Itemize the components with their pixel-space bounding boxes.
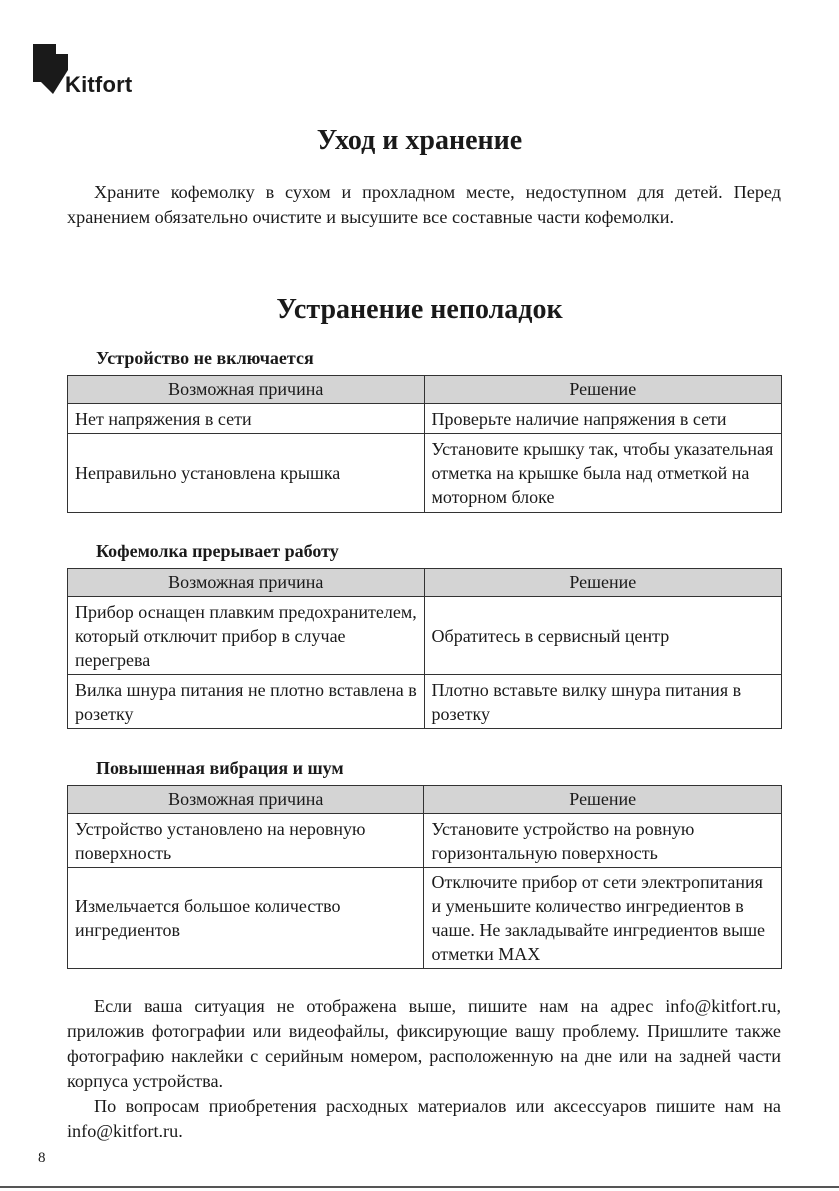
- cell-solution: Установите крышку так, чтобы указательная отметка на крышке была над отметкой на моторном блоке: [424, 434, 782, 513]
- cell-solution: Обратитесь в сервисный центр: [424, 597, 781, 675]
- table-row: [68, 814, 782, 868]
- bottom-divider: [0, 1186, 839, 1188]
- table-no-power: [67, 375, 782, 513]
- contact-paragraph-1: [67, 994, 781, 1094]
- table-header-row: [68, 786, 782, 814]
- section-heading-vibration: Повышенная вибрация и шум: [96, 758, 344, 778]
- cell-solution: Отключите прибор от сети электропитания и уменьшите количество ингредиентов в чаше. Не закладывайте ингредиентов выше отметки MAX: [424, 868, 782, 969]
- page-number: 8: [38, 1150, 46, 1166]
- header-cause: Возможная причина: [68, 569, 425, 597]
- cell-solution: Плотно вставьте вилку шнура питания в розетку: [424, 675, 781, 729]
- section-heading-stops: Кофемолка прерывает работу: [96, 541, 339, 561]
- table-row: [68, 597, 782, 675]
- brand-name: Kitfort: [65, 72, 133, 97]
- contact-paragraph-2: [67, 1094, 781, 1144]
- troubleshooting-title: Устранение неполадок: [276, 294, 563, 325]
- cell-solution: Установите устройство на ровную горизонтальную поверхность: [424, 814, 782, 868]
- cell-cause: Устройство установлено на неровную поверхность: [68, 814, 424, 868]
- table-row: [68, 675, 782, 729]
- cell-cause: Вилка шнура питания не плотно вставлена в розетку: [68, 675, 425, 729]
- table-row: [68, 434, 782, 513]
- cell-solution: Проверьте наличие напряжения в сети: [424, 404, 782, 434]
- cell-cause: Нет напряжения в сети: [68, 404, 425, 434]
- header-cause: Возможная причина: [68, 786, 424, 814]
- table-vibration: [67, 785, 782, 969]
- contact-text-1: Если ваша ситуация не отображена выше, пишите нам на адрес info@kitfort.ru, приложив фотографии или видеофайлы, фиксирующие вашу проблему. Пришлите также фотографию наклейки с серийным номером, расположенную на дне или на задней части корпуса устройства.: [67, 996, 781, 1091]
- contact-text-2: По вопросам приобретения расходных материалов или аксессуаров пишите нам на info@kitfort.ru.: [67, 1096, 781, 1141]
- storage-paragraph: [67, 180, 781, 230]
- storage-text: Храните кофемолку в сухом и прохладном месте, недоступном для детей. Перед хранением обязательно очистите и высушите все составные части кофемолки.: [67, 182, 781, 227]
- table-header-row: [68, 376, 782, 404]
- storage-title: Уход и хранение: [316, 125, 523, 156]
- cell-cause: Неправильно установлена крышка: [68, 434, 425, 513]
- header-solution: Решение: [424, 786, 782, 814]
- section-heading-no-power: Устройство не включается: [96, 348, 314, 368]
- header-solution: Решение: [424, 569, 781, 597]
- logo-mark-icon: [33, 44, 68, 94]
- header-solution: Решение: [424, 376, 782, 404]
- cell-cause: Прибор оснащен плавким предохранителем, который отключит прибор в случае перегрева: [68, 597, 425, 675]
- header-cause: Возможная причина: [68, 376, 425, 404]
- table-header-row: [68, 569, 782, 597]
- cell-cause: Измельчается большое количество ингредиентов: [68, 868, 424, 969]
- table-stops: [67, 568, 782, 729]
- table-row: [68, 404, 782, 434]
- table-row: [68, 868, 782, 969]
